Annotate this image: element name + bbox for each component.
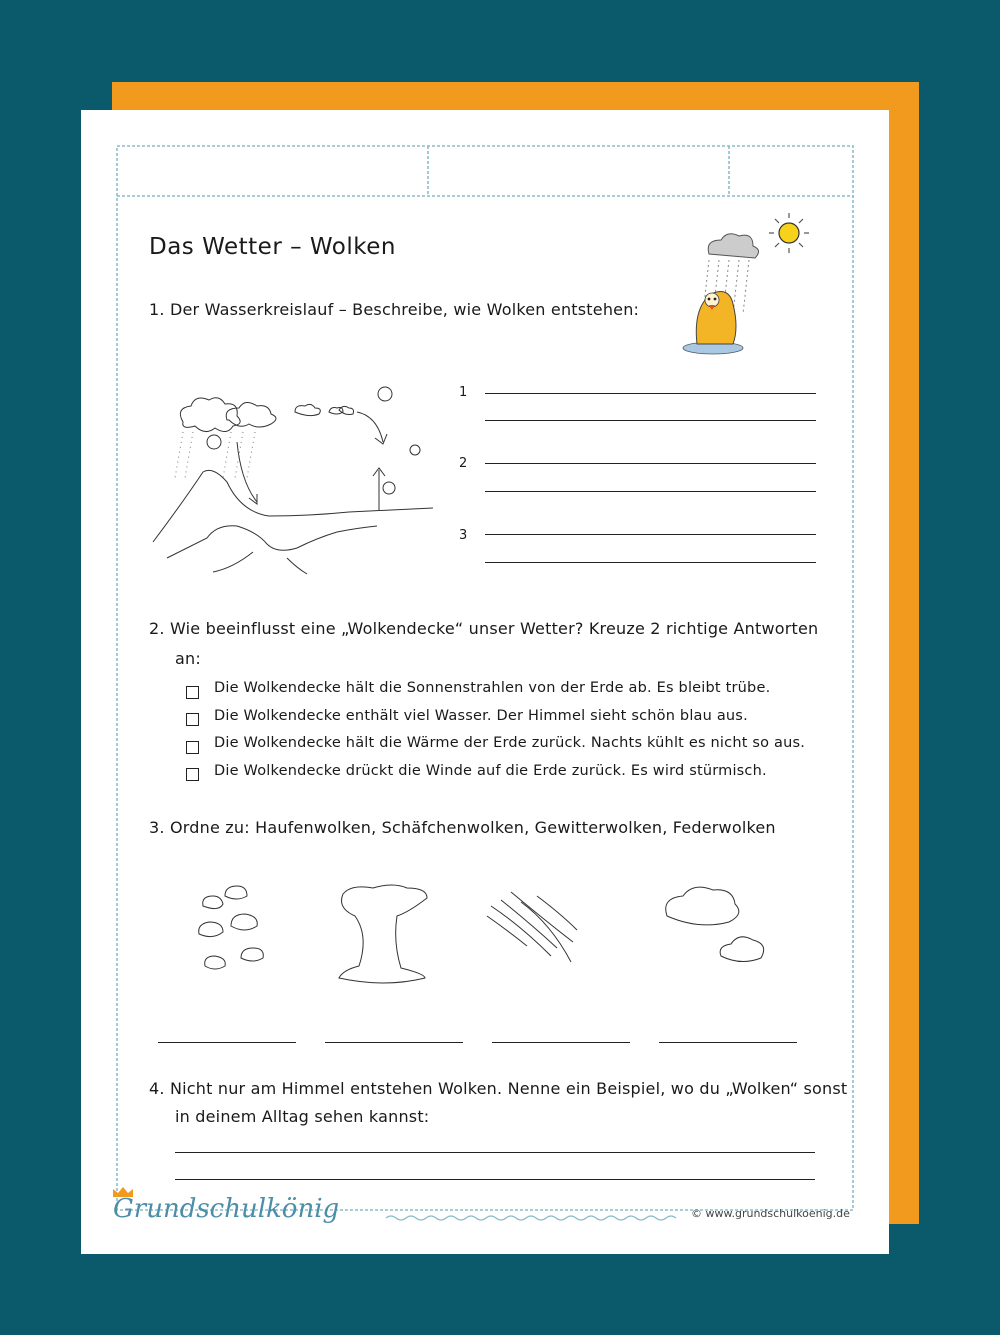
checkbox[interactable]: [186, 741, 199, 754]
answer-line[interactable]: [492, 1042, 630, 1043]
answer-line[interactable]: [158, 1042, 296, 1043]
checkbox[interactable]: [186, 768, 199, 781]
checkbox[interactable]: [186, 713, 199, 726]
answer-line[interactable]: [485, 420, 816, 421]
line-number-3: 3: [459, 528, 468, 543]
cloud-type-illustration: [181, 876, 801, 986]
answer-line[interactable]: [175, 1179, 815, 1180]
question-3: 3. Ordne zu: Haufenwolken, Schäfchenwolken, Gewitterwolken, Federwolken: [149, 818, 776, 837]
answer-line[interactable]: [485, 562, 816, 563]
water-cycle-illustration: [153, 382, 443, 582]
rain-cloud-icon: [679, 224, 769, 364]
answer-line[interactable]: [659, 1042, 797, 1043]
question-4: 4. Nicht nur am Himmel entstehen Wolken. Nenne ein Beispiel, wo du „Wolken“ sonst: [149, 1079, 848, 1098]
option-4: Die Wolkendecke drückt die Winde auf die Erde zurück. Es wird stürmisch.: [214, 763, 767, 779]
answer-line[interactable]: [175, 1152, 815, 1153]
option-2: Die Wolkendecke enthält viel Wasser. Der Himmel sieht schön blau aus.: [214, 708, 748, 724]
footer-wave: [386, 1214, 686, 1222]
brand-logo: Grundschulkönig: [113, 1194, 340, 1224]
worksheet-page: [81, 110, 889, 1254]
answer-line[interactable]: [485, 491, 816, 492]
answer-line[interactable]: [485, 534, 816, 535]
answer-line[interactable]: [325, 1042, 463, 1043]
option-3: Die Wolkendecke hält die Wärme der Erde zurück. Nachts kühlt es nicht so aus.: [214, 735, 806, 751]
header-fields: [117, 146, 853, 196]
checkbox[interactable]: [186, 686, 199, 699]
worksheet-title: Das Wetter – Wolken: [149, 234, 396, 260]
option-1: Die Wolkendecke hält die Sonnenstrahlen von der Erde ab. Es bleibt trübe.: [214, 680, 771, 696]
question-4-cont: in deinem Alltag sehen kannst:: [175, 1107, 430, 1126]
question-2: 2. Wie beeinflusst eine „Wolkendecke“ unser Wetter? Kreuze 2 richtige Antworten: [149, 619, 819, 638]
line-number-1: 1: [459, 385, 468, 400]
answer-line[interactable]: [485, 463, 816, 464]
answer-line[interactable]: [485, 393, 816, 394]
question-1: 1. Der Wasserkreislauf – Beschreibe, wie Wolken entstehen:: [149, 300, 640, 319]
line-number-2: 2: [459, 456, 468, 471]
question-2-cont: an:: [175, 649, 201, 668]
copyright-text: © www.grundschulkoenig.de: [691, 1207, 850, 1220]
